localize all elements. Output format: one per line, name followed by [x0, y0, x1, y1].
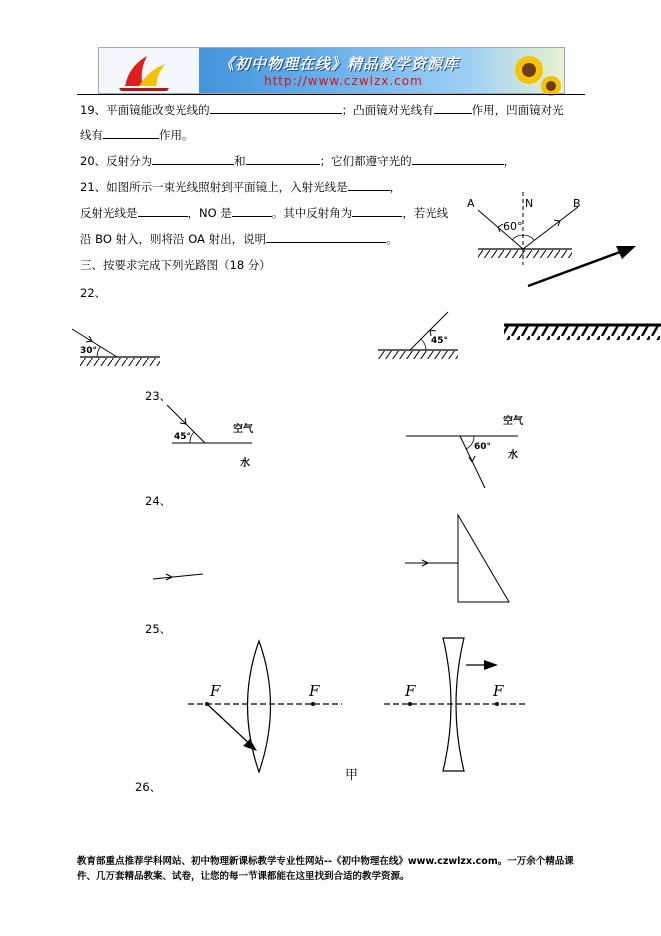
section-3-heading: 三、按要求完成下列光路图（18 分） [80, 258, 271, 272]
q21-text-e: 。其中反射角为 [271, 206, 353, 220]
label-N: N [525, 197, 534, 210]
q21-text-a: 21、如图所示一束光线照射到平面镜上，入射光线是 [80, 180, 348, 194]
question-24-number: 24、 [145, 494, 172, 508]
banner-url: http://www.czwlzx.com [264, 74, 423, 88]
label-45deg-mirror: 45° [431, 336, 449, 346]
prism-figure-q24-right [405, 515, 509, 602]
question-23-number: 23、 [145, 389, 172, 403]
q20-text-a: 20、反射分为 [80, 154, 153, 168]
question-25-number: 25、 [145, 622, 172, 636]
label-F-convex-left: F [210, 682, 221, 700]
q20-text-c: ；它们都遵守光的 [319, 154, 412, 168]
label-30deg: 30° [80, 346, 98, 356]
q19-text-e: 作用。 [159, 128, 194, 142]
label-jia: 甲 [345, 768, 359, 783]
label-air-right: 空气 [503, 416, 523, 427]
q21-text-f: ，若光线 [402, 206, 449, 220]
page-footer: 教育部重点推荐学科网站、初中物理新课标教学专业性网站--《初中物理在线》www.czwlzx.com。一万余个精品课件、几万套精品教案、试卷，让您的每一节课都能在这里找到合适的教学资源。 [77, 856, 574, 882]
q20-text-b: 和 [234, 154, 246, 168]
ray-figure-q24-left [153, 574, 203, 580]
question-22-number: 22、 [80, 286, 107, 300]
convex-lens-figure-q25 [188, 641, 342, 772]
label-F-convex-right: F [309, 682, 320, 700]
question-26-number: 26、 [135, 780, 162, 794]
label-A: A [467, 197, 475, 210]
label-air-left: 空气 [233, 424, 253, 435]
q21-text-d: ，NO 是 [187, 206, 232, 220]
label-45deg-water: 45° [174, 432, 192, 442]
q21-text-b: ， [389, 180, 402, 194]
label-F-concave-left: F [405, 682, 416, 700]
label-F-concave-right: F [493, 682, 504, 700]
q19-text-d: 线有 [80, 128, 103, 142]
banner-title: 《初中物理在线》精品教学资源库 [219, 55, 460, 73]
q21-text-g: 沿 BO 射入，则将沿 OA 射出，说明 [80, 232, 267, 246]
label-water-left: 水 [240, 458, 250, 469]
q21-text-c: 反射光线是 [80, 206, 138, 220]
refraction-figure-q23-right [406, 436, 518, 488]
q20-text-d: ， [503, 154, 516, 168]
mirror-figure-q22-right [504, 325, 661, 340]
q21-text-h: 。 [386, 232, 398, 246]
label-water-right: 水 [508, 450, 518, 461]
q19-text-a: 19、平面镜能改变光线的 [80, 103, 210, 117]
q19-text-c: 作用，凹面镜对光 [471, 103, 564, 117]
label-60deg-water: 60° [474, 442, 492, 452]
q19-text-b: ；凸面镜对光线有 [341, 103, 434, 117]
concave-lens-figure-q25 [384, 638, 525, 771]
label-B: B [573, 197, 581, 210]
label-angle-60: 60° [503, 220, 523, 233]
